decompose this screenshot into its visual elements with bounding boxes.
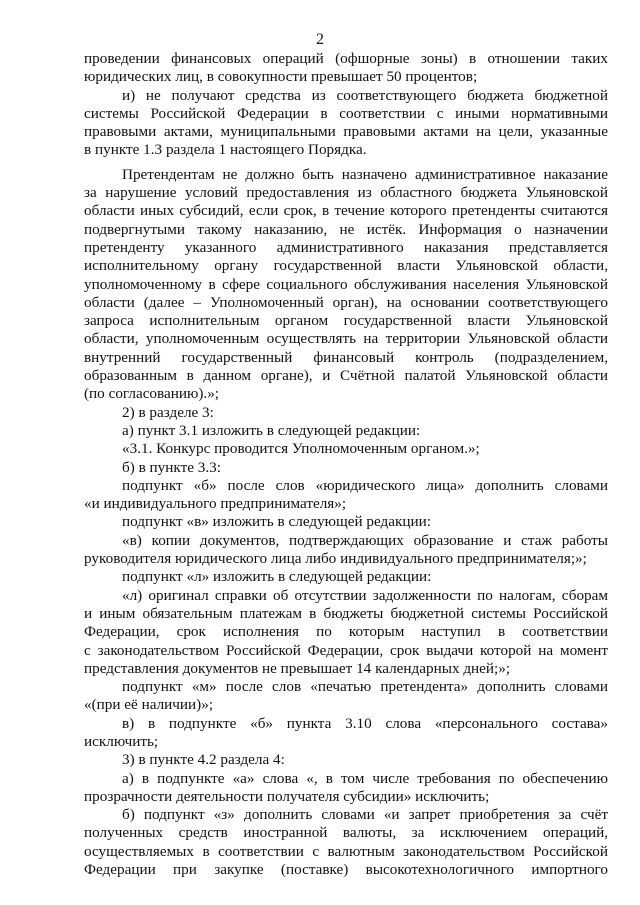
text-line: «3.1. Конкурс проводится Уполномоченным органом.»; — [122, 440, 480, 458]
page-number: 2 — [316, 31, 324, 48]
text-line: «в) копии документов, подтверждающих образование и стаж работы — [122, 531, 608, 549]
text-line: за нарушение условий предоставления из областного бюджета Ульяновской — [84, 184, 608, 202]
text-line: подвергнутыми такому наказанию, не истёк. Информация о назначении — [84, 220, 608, 238]
text-line: уполномоченному в сфере социального обслуживания населения Ульяновской — [84, 275, 608, 293]
text-line: исполнительному органу государственной власти Ульяновской области, — [84, 257, 608, 275]
text-line: подпункт «в» изложить в следующей редакции: — [122, 513, 431, 531]
text-line: Федерации, срок исполнения по которым наступил в соответствии — [84, 623, 608, 641]
text-line: подпункт «л» изложить в следующей редакции: — [122, 568, 432, 586]
document-body — [84, 50, 608, 879]
text-line: «(при её наличии)»; — [84, 696, 214, 714]
text-line: претенденту указанного административного наказания представляется — [84, 238, 608, 256]
text-line: юридических лиц, в совокупности превышает 50 процентов; — [84, 68, 478, 86]
text-line: 3) в пункте 4.2 раздела 4: — [122, 751, 285, 769]
text-line: запроса исполнительным органом государственной власти Ульяновской — [84, 312, 608, 330]
text-line: Претендентам не должно быть назначено административное наказание — [122, 165, 608, 183]
text-line: подпункт «б» после слов «юридического лица» дополнить словами — [122, 476, 608, 494]
text-line: исключить; — [84, 732, 159, 750]
text-line: и иным обязательным платежам в бюджеты бюджетной системы Российской — [84, 604, 608, 622]
text-line: и) не получают средства из соответствующего бюджета бюджетной — [122, 86, 608, 104]
text-line: области, уполномоченным осуществлять на территории Ульяновской области — [84, 330, 608, 348]
text-line: а) в подпункте «а» слова «, в том числе требования по обеспечению — [122, 769, 608, 787]
text-line: области (далее – Уполномоченный орган), на основании соответствующего — [84, 293, 608, 311]
text-line: (по согласованию).»; — [84, 385, 220, 403]
text-line: б) подпункт «з» дополнить словами «и запрет приобретения за счёт — [122, 806, 608, 824]
text-line: с законодательством Российской Федерации, срок выдачи которой на момент — [84, 641, 608, 659]
text-line: правовыми актами, муниципальными правовыми актами на цели, указанные — [84, 123, 608, 141]
text-line: внутренний государственный финансовый контроль (подразделением, — [84, 348, 608, 366]
text-line: осуществляемых в соответствии с валютным законодательством Российской — [84, 842, 608, 860]
text-line: в) в подпункте «б» пункта 3.10 слова «персонального состава» — [122, 714, 608, 732]
text-line: проведении финансовых операций (офшорные зоны) в отношении таких — [84, 50, 608, 67]
text-line: «л) оригинал справки об отсутствии задолженности по налогам, сборам — [122, 586, 608, 604]
text-line: в пункте 1.3 раздела 1 настоящего Порядка. — [84, 141, 367, 159]
text-line: «и индивидуального предпринимателя»; — [84, 495, 347, 513]
text-line: полученных средств иностранной валюты, за исключением операций, — [84, 824, 608, 842]
text-line: образованным в данном органе), и Счётной палатой Ульяновской области — [84, 367, 608, 385]
text-line: представления документов не превышает 14 календарных дней;»; — [84, 659, 511, 677]
text-line: 2) в разделе 3: — [122, 403, 214, 421]
text-line: системы Российской Федерации в соответствии с иными нормативными — [84, 104, 608, 122]
text-line: подпункт «м» после слов «печатью претендента» дополнить словами — [122, 678, 608, 696]
text-line: Федерации при закупке (поставке) высокотехнологичного импортного — [84, 861, 608, 879]
text-line: области иных субсидий, если срок, в течение которого претенденты считаются — [84, 202, 608, 220]
text-line: а) пункт 3.1 изложить в следующей редакции: — [122, 421, 421, 439]
text-line: прозрачности деятельности получателя субсидии» исключить; — [84, 787, 490, 805]
text-line: б) в пункте 3.3: — [122, 458, 221, 476]
text-line: руководителя юридического лица либо индивидуального предпринимателя;»; — [84, 550, 587, 568]
